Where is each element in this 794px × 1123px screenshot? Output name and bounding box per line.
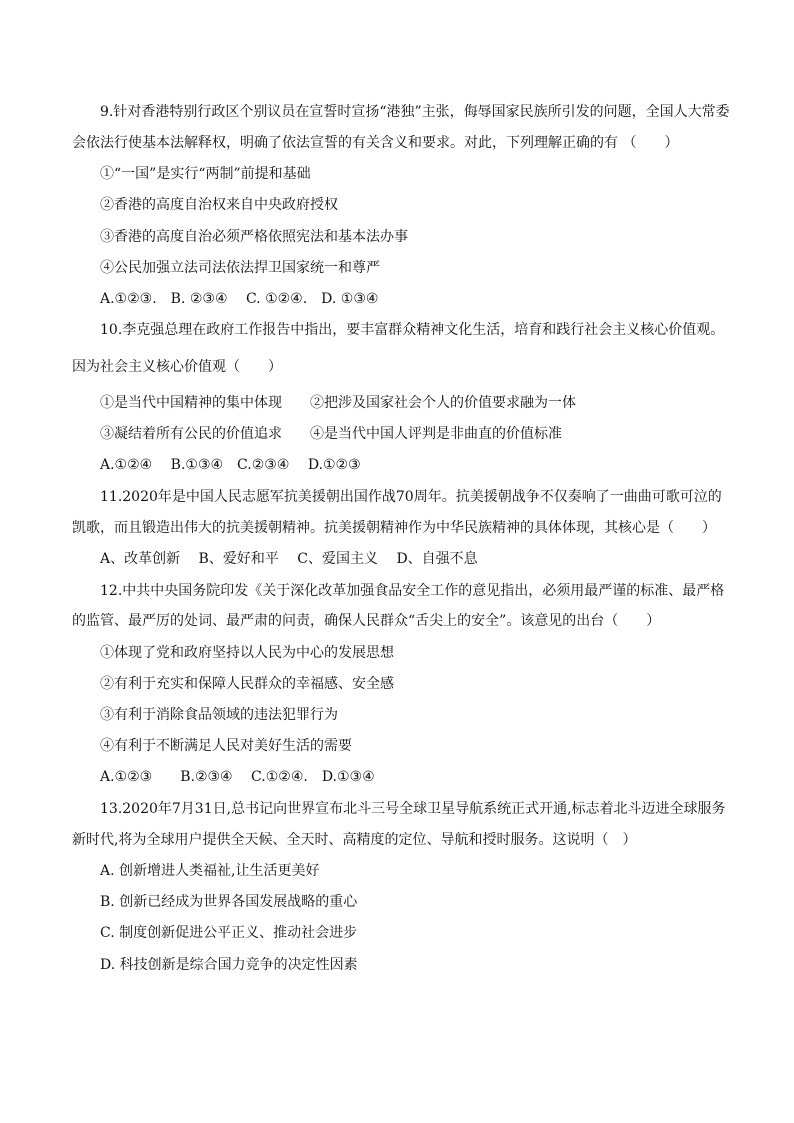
q9-option-1: ①“一国”是实行“两制”前提和基础 (100, 166, 311, 182)
q10-stem-line2: 因为社会主义核心价值观（ ） (72, 359, 282, 375)
q9-option-2: ②香港的高度自治权来自中央政府授权 (100, 197, 338, 213)
q9-option-3: ③香港的高度自治必须严格依照宪法和基本法办事 (100, 229, 408, 245)
q10-options-row2: ③凝结着所有公民的价值追求 ④是当代中国人评判是非曲直的价值标准 (100, 426, 562, 442)
q12-option-1: ①体现了党和政府坚持以人民为中心的发展思想 (100, 645, 394, 661)
q12-option-2: ②有利于充实和保障人民群众的幸福感、安全感 (100, 676, 394, 692)
q12-stem-line2: 的监管、最严厉的处词、最严肃的问责，确保人民群众“舌尖上的安全”。该意见的出台（ ） (72, 613, 661, 629)
q10-stem-line1: 10.李克强总理在政府工作报告中指出，要丰富群众精神文化生活，培育和践行社会主义核心价值观。 (100, 322, 725, 338)
q9-option-4: ④公民加强立法司法依法捍卫国家统一和尊严 (100, 260, 380, 276)
q11-answers: A、改革创新 B、爱好和平 C、爱国主义 D、自强不息 (100, 551, 478, 567)
q13-stem-line1: 13.2020年7月31日,总书记向世界宣布北斗三号全球卫星导航系统正式开通,标志着北斗迈进全球服务 (100, 801, 726, 817)
q9-stem-line2: 会依法行使基本法解释权，明确了依法宣誓的有关含义和要求。对此，下列理解正确的有 （ ） (72, 135, 679, 151)
q13-option-c: C. 制度创新促进公平正义、推动社会进步 (100, 925, 358, 941)
q9-stem-line1: 9.针对香港特别行政区个别议员在宣誓时宣扬“港独”主张，侮辱国家民族所引发的问题，全国人大常委 (100, 104, 730, 120)
q11-stem-line2: 凯歌，而且锻造出伟大的抗美援朝精神。抗美援朝精神作为中华民族精神的具体体现，其核心是（ ） (72, 520, 716, 536)
q12-stem-line1: 12.中共中央国务院印发《关于深化改革加强食品安全工作的意见指出，必须用最严谨的标准、最严格 (100, 583, 725, 599)
q13-stem-line2: 新时代,将为全球用户提供全天候、全天时、高精度的定位、导航和授时服务。这说明（ ） (72, 832, 637, 848)
q12-option-3: ③有利于消除食品领域的违法犯罪行为 (100, 707, 338, 723)
q10-options-row1: ①是当代中国精神的集中体现 ②把涉及国家社会个人的价值要求融为一体 (100, 395, 576, 411)
q13-option-d: D. 科技创新是综合国力竞争的决定性因素 (100, 957, 358, 973)
q12-option-4: ④有利于不断满足人民对美好生活的需要 (100, 738, 352, 754)
q9-answers: A.①②③. B. ②③④ C. ①②④. D. ①③④ (100, 291, 379, 307)
q13-option-a: A. 创新增进人类福祉,让生活更美好 (100, 863, 320, 879)
q12-answers: A.①②③ B.②③④ C.①②④. D.①③④ (100, 769, 375, 785)
q13-option-b: B. 创新已经成为世界各国发展战略的重心 (100, 894, 358, 910)
q11-stem-line1: 11.2020年是中国人民志愿军抗美援朝出国作战70周年。抗美援朝战争不仅奏响了一曲曲可歌可泣的 (100, 489, 722, 505)
q10-answers: A.①②④ B.①③④ C.②③④ D.①②③ (100, 457, 361, 473)
